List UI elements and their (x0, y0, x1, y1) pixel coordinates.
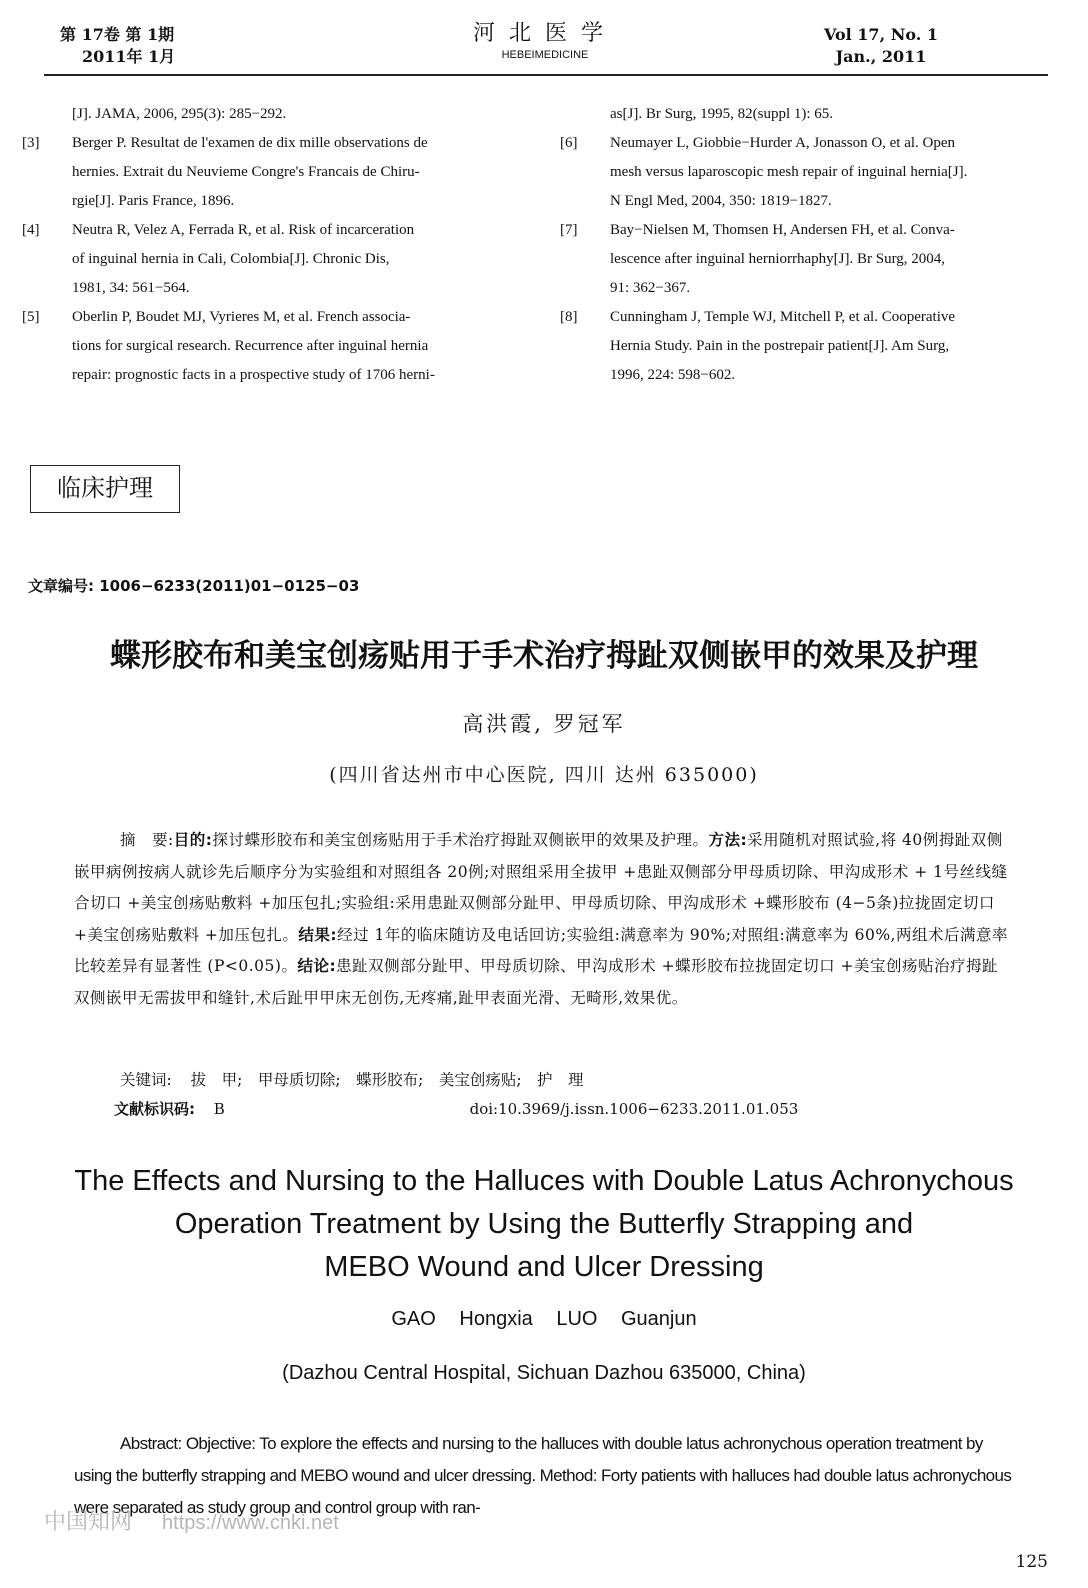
conclusion-cn: 患趾双侧部分趾甲、甲母质切除、甲沟成形术 +蝶形胶布拉拢固定切口 +美宝创疡贴治疗拇趾双侧嵌甲无需拔甲和缝针,术后趾甲甲床无创伤,无疼痛,趾甲表面光滑、无畸形,效果优。 (74, 957, 998, 1007)
reference-number (560, 332, 610, 361)
reference-text: 1981, 34: 561−564. (72, 280, 190, 296)
method-en: Forty patients with halluces had double latus achronychous were separated as study group and control group with ran- (74, 1466, 1012, 1517)
abstract-cn (74, 825, 1008, 1014)
authors-cn: 高洪霞, 罗冠军 (462, 712, 626, 736)
results-cn: 经过 1年的临床随访及电话回访;实验组:满意率为 90%;对照组:满意率为 60%,两组术后满意率比较差异有显著性 (P<0.05)。 (74, 925, 1008, 975)
keywords (120, 1068, 584, 1090)
reference-number: [7] (560, 222, 578, 238)
reference-line (22, 100, 522, 129)
reference-text: tions for surgical research. Recurrence after inguinal hernia (72, 338, 429, 354)
reference-number (560, 274, 610, 303)
reference-line (560, 100, 1060, 129)
title-cn: 蝶形胶布和美宝创疡贴用于手术治疗拇趾双侧嵌甲的效果及护理 (110, 638, 978, 674)
reference-number (560, 245, 610, 274)
authors-en: GAO Hongxia LUO Guanjun (391, 1308, 697, 1330)
title-en-line: Operation Treatment by Using the Butterfly Strapping and (174, 1208, 914, 1240)
reference-line (22, 274, 522, 303)
reference-line (560, 216, 1060, 245)
classification-line (114, 1098, 914, 1119)
reference-number: [8] (560, 309, 578, 325)
reference-line (560, 274, 1060, 303)
reference-number (22, 361, 72, 390)
reference-line (22, 187, 522, 216)
reference-text: mesh versus laparoscopic mesh repair of inguinal hernia[J]. (610, 164, 968, 180)
references-right-column (560, 100, 1060, 390)
objective-cn: 探讨蝶形胶布和美宝创疡贴用于手术治疗拇趾双侧嵌甲的效果及护理。 (212, 831, 709, 849)
section-label: 临床护理 (30, 465, 180, 513)
reference-number (22, 332, 72, 361)
abstract-label-en: Abstract: (120, 1434, 182, 1453)
reference-text: lescence after inguinal herniorrhaphy[J]. Br Surg, 2004, (610, 251, 946, 267)
reference-number (560, 100, 610, 129)
header-journal (380, 20, 710, 62)
reference-text: 1996, 224: 598−602. (610, 367, 736, 383)
reference-line (22, 245, 522, 274)
references-left-column (22, 100, 522, 390)
header-volume (60, 24, 175, 68)
volume-cn: 第 17卷 第 1期 (60, 25, 175, 44)
doi: doi:10.3969/j.issn.1006−6233.2011.01.053 (469, 1100, 799, 1118)
reference-text: as[J]. Br Surg, 1995, 82(suppl 1): 65. (610, 106, 834, 122)
reference-text: repair: prognostic facts in a prospective study of 1706 herni- (72, 367, 435, 383)
reference-text: Hernia Study. Pain in the postrepair patient[J]. Am Surg, (610, 338, 950, 354)
reference-number: [4] (22, 222, 40, 238)
reference-text: hernies. Extrait du Neuvieme Congre's Francais de Chiru- (72, 164, 420, 180)
cnki-logo: 中国知网 (44, 1510, 133, 1535)
keywords-label: 关键词: (120, 1071, 172, 1089)
reference-number: [3] (22, 135, 40, 151)
conclusion-label-cn: 结论: (297, 957, 337, 975)
reference-text: Berger P. Resultat de l'examen de dix mille observations de (72, 135, 428, 151)
methods-label-cn: 方法: (708, 831, 748, 849)
reference-number (22, 187, 72, 216)
reference-number: [5] (22, 309, 40, 325)
reference-number (560, 361, 610, 390)
reference-text: of inguinal hernia in Cali, Colombia[J]. Chronic Dis, (72, 251, 390, 267)
reference-line (560, 245, 1060, 274)
classification-label: 文献标识码: (114, 1100, 195, 1118)
reference-line (560, 303, 1060, 332)
title-en-line: MEBO Wound and Ulcer Dressing (324, 1251, 764, 1283)
methods-cn: 采用随机对照试验,将 40例拇趾双侧嵌甲病例按病人就诊先后顺序分为实验组和对照组各 20例;对照组采用全拔甲 +患趾双侧部分甲母质切除、甲沟成形术 + 1号丝线缝合切口 +美宝创疡贴敷料 +加压包扎;实验组:采用患趾双侧部分趾甲、甲母质切除、甲沟成形术 +蝶形胶布 (4−5条)拉拢固定切口 +美宝创疡贴敷料 +加压包扎。 (74, 831, 1008, 944)
reference-number (560, 158, 610, 187)
reference-number (560, 187, 610, 216)
cnki-url[interactable]: https://www.cnki.net (162, 1512, 339, 1534)
reference-text: rgie[J]. Paris France, 1896. (72, 193, 235, 209)
classification-code: B (213, 1100, 225, 1118)
reference-text: Neutra R, Velez A, Ferrada R, et al. Risk of incarceration (72, 222, 415, 238)
reference-text: Oberlin P, Boudet MJ, Vyrieres M, et al. French associa- (72, 309, 411, 325)
reference-line (560, 187, 1060, 216)
reference-text: [J]. JAMA, 2006, 295(3): 285−292. (72, 106, 287, 122)
reference-text: Cunningham J, Temple WJ, Mitchell P, et al. Cooperative (610, 309, 956, 325)
volume-en: Vol 17, No. 1 (824, 25, 938, 44)
reference-text: Neumayer L, Giobbie−Hurder A, Jonasson O, et al. Open (610, 135, 956, 151)
results-label-cn: 结果: (298, 925, 338, 944)
objective-en: To explore the effects and nursing to the halluces with double latus achronychous operation treatment by using the butterfly strapping and MEBO wound and ulcer dressing. (74, 1434, 983, 1485)
page-number: 125 (1015, 1552, 1048, 1572)
affiliation-en: (Dazhou Central Hospital, Sichuan Dazhou 635000, China) (282, 1362, 806, 1384)
keywords-text: 拔 甲; 甲母质切除; 蝶形胶布; 美宝创疡贴; 护 理 (190, 1071, 584, 1089)
reference-line (560, 332, 1060, 361)
objective-label-en: Objective: (185, 1434, 256, 1453)
reference-number (22, 274, 72, 303)
reference-line (22, 332, 522, 361)
header-rule (44, 74, 1048, 76)
reference-line (22, 158, 522, 187)
title-en (22, 1160, 1066, 1289)
reference-line (560, 158, 1060, 187)
reference-number (22, 158, 72, 187)
article-number: 文章编号: 1006−6233(2011)01−0125−03 (28, 577, 360, 595)
reference-text: N Engl Med, 2004, 350: 1819−1827. (610, 193, 832, 209)
cnki-watermark (44, 1505, 339, 1536)
title-en-line: The Effects and Nursing to the Halluces with Double Latus Achronychous (74, 1165, 1014, 1197)
abstract-label-cn: 摘 要: (120, 831, 174, 849)
header-issue (824, 24, 938, 68)
reference-text: 91: 362−367. (610, 280, 691, 296)
reference-line (22, 303, 522, 332)
reference-line (22, 361, 522, 390)
journal-name-cn: 河北医学 (472, 21, 617, 46)
date-cn: 2011年 1月 (82, 47, 176, 66)
reference-line (560, 361, 1060, 390)
reference-number: [6] (560, 135, 578, 151)
reference-number (22, 100, 72, 129)
reference-line (22, 129, 522, 158)
reference-number (22, 245, 72, 274)
reference-line (22, 216, 522, 245)
reference-line (560, 129, 1060, 158)
affiliation-cn: (四川省达州市中心医院, 四川 达州 635000) (329, 764, 759, 786)
objective-label-cn: 目的: (173, 831, 213, 849)
method-label-en: Method: (539, 1466, 597, 1485)
date-en: Jan., 2011 (835, 47, 927, 66)
reference-text: Bay−Nielsen M, Thomsen H, Andersen FH, et al. Conva- (610, 222, 955, 238)
journal-name-en: HEBEIMEDICINE (501, 49, 589, 61)
